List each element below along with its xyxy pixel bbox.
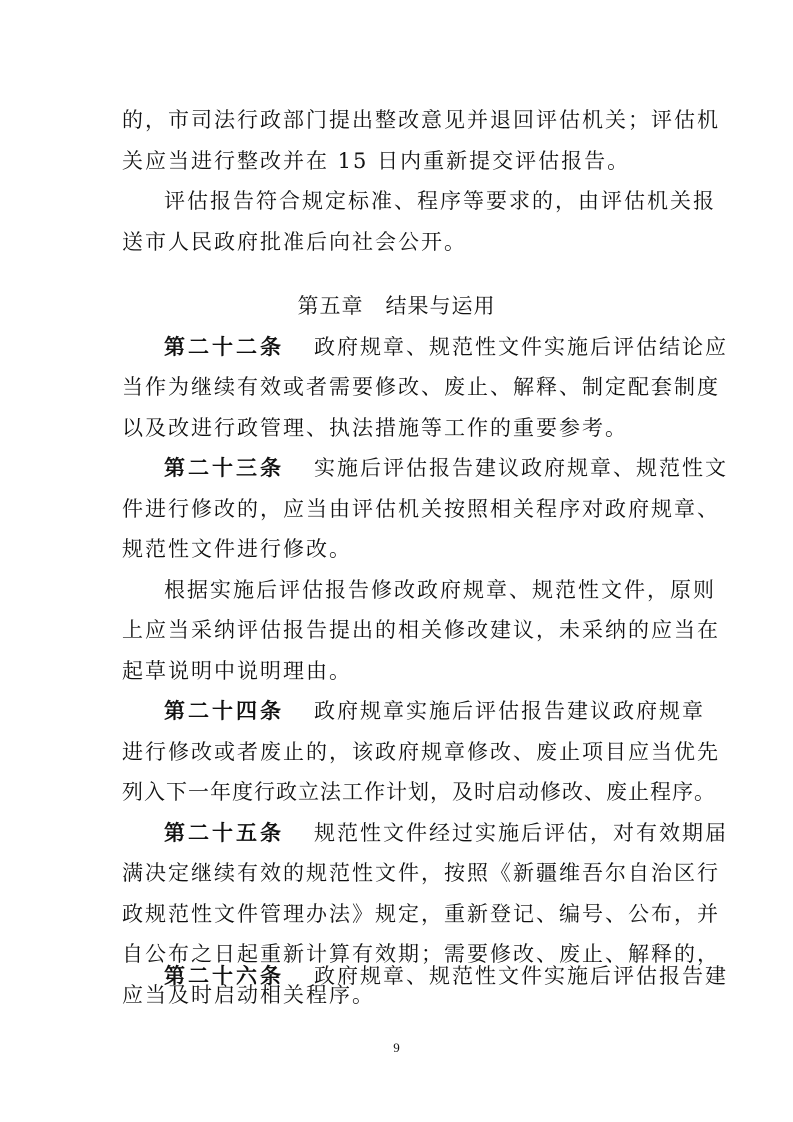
article-number: 第二十四条 <box>164 699 284 723</box>
text-line: 件进行修改的，应当由评估机关按照相关程序对政府规章、 <box>122 497 720 521</box>
text-line: 进行修改或者废止的，该政府规章修改、废止项目应当优先 <box>122 740 720 764</box>
article-number: 第二十六条 <box>164 964 284 988</box>
article-text: 政府规章、规范性文件实施后评估报告建 <box>314 964 728 988</box>
chapter-title: 第五章 结果与运用 <box>297 294 496 318</box>
text-line: 满决定继续有效的规范性文件，按照《新疆维吾尔自治区行 <box>122 861 720 885</box>
article-25-first-line <box>164 817 728 849</box>
article-text: 政府规章实施后评估报告建议政府规章 <box>314 699 705 723</box>
text-line: 规范性文件进行修改。 <box>122 537 352 561</box>
text-line: 送市人民政府批准后向社会公开。 <box>122 230 467 254</box>
article-23-first-line <box>164 452 728 484</box>
text-line: 自公布之日起重新计算有效期；需要修改、废止、解释的， <box>122 942 720 966</box>
text-line: 上应当采纳评估报告提出的相关修改建议，未采纳的应当在 <box>122 618 720 642</box>
article-number: 第二十五条 <box>164 821 284 845</box>
article-text: 规范性文件经过实施后评估，对有效期届 <box>314 821 728 845</box>
text-line: 当作为继续有效或者需要修改、废止、解释、制定配套制度 <box>122 375 720 399</box>
text-line: 关应当进行整改并在 15 日内重新提交评估报告。 <box>122 149 631 173</box>
text-line: 列入下一年度行政立法工作计划，及时启动修改、废止程序。 <box>122 780 716 804</box>
text-line: 根据实施后评估报告修改政府规章、规范性文件，原则 <box>164 578 716 602</box>
article-text: 政府规章、规范性文件实施后评估结论应 <box>314 335 728 359</box>
article-22-first-line <box>164 331 728 363</box>
text-line: 起草说明中说明理由。 <box>122 659 352 683</box>
article-number: 第二十三条 <box>164 456 284 480</box>
article-text: 实施后评估报告建议政府规章、规范性文 <box>314 456 728 480</box>
article-26-first-line <box>164 960 728 992</box>
page-number: 9 <box>393 1040 400 1055</box>
text-line: 的，市司法行政部门提出整改意见并退回评估机关；评估机 <box>122 108 720 132</box>
text-line: 应当及时启动相关程序。 <box>122 983 375 1007</box>
text-line: 评估报告符合规定标准、程序等要求的，由评估机关报 <box>164 189 716 213</box>
text-line: 以及改进行政管理、执法措施等工作的重要参考。 <box>122 416 628 440</box>
article-number: 第二十二条 <box>164 335 284 359</box>
text-line: 政规范性文件管理办法》规定，重新登记、编号、公布，并 <box>122 902 720 926</box>
article-24-first-line <box>164 695 705 727</box>
